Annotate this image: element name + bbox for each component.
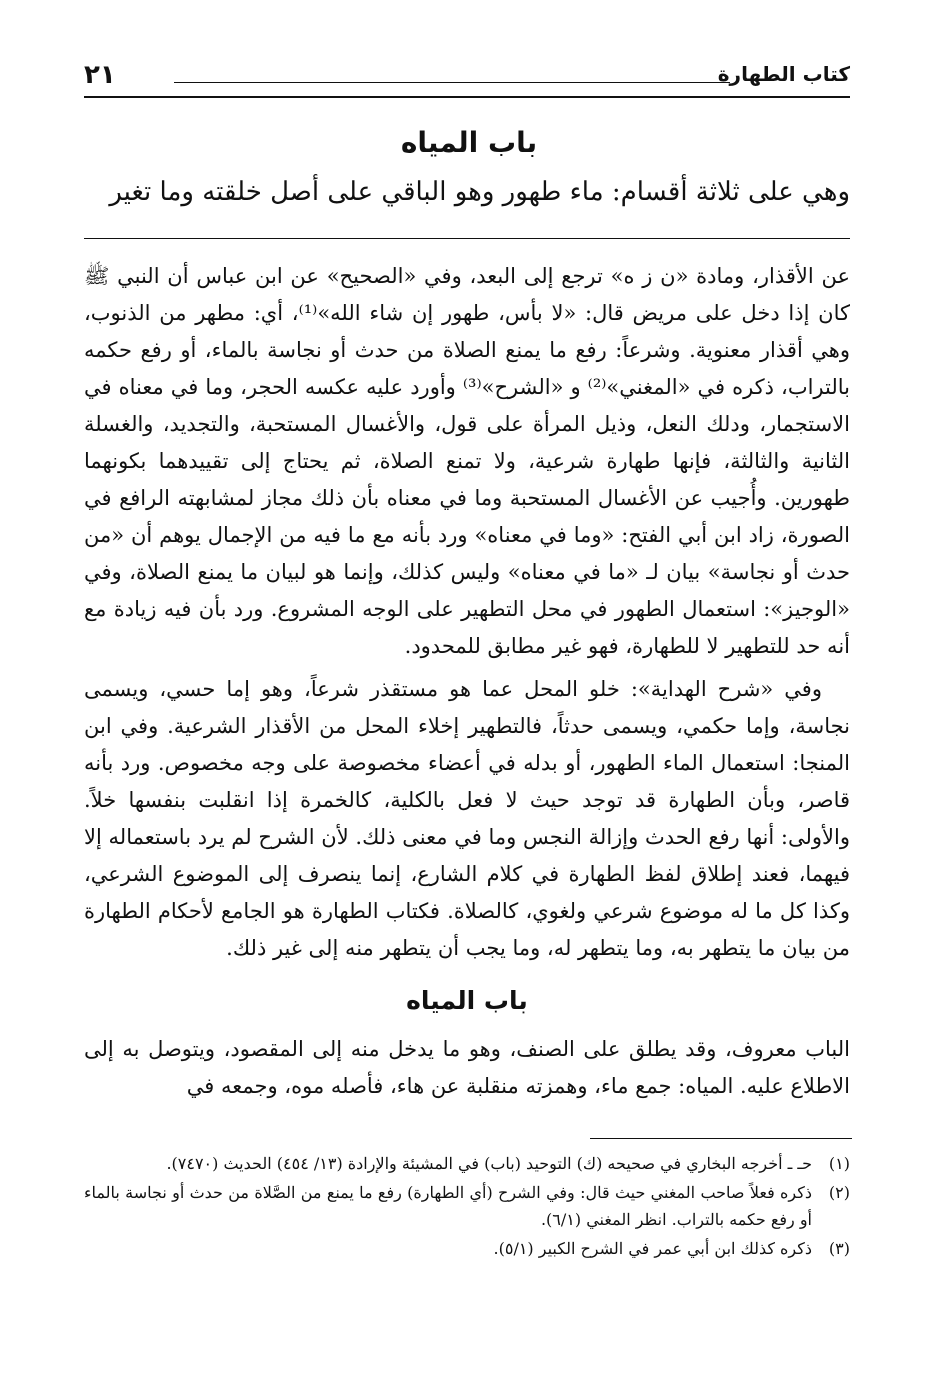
running-title: كتاب الطهارة [717,62,850,86]
footnotes [84,1150,850,1264]
footnote [84,1179,850,1233]
footnote [84,1150,850,1177]
matn-divider [84,238,850,239]
footnote-text: ذكره كذلك ابن أبي عمر في الشرح الكبير (٥/١). [493,1239,812,1258]
footnote-number: (٢) [828,1183,850,1202]
header-rule [174,82,730,83]
footnote-number: (١) [828,1154,850,1173]
commentary [84,258,850,1105]
section-title: باب المياه [406,986,528,1015]
footnote-number: (٣) [828,1239,850,1258]
matn-text: وهي على ثلاثة أقسام: ماء طهور وهو الباقي على أصل خلقته وما تغير [109,177,850,207]
commentary-paragraph: وفي «شرح الهداية»: خلو المحل عما هو مستقذر شرعاً، وهو إما حسي، ويسمى نجاسة، وإما حكمي، ويسمى حدثاً، فالتطهير إخلاء المحل من الأقذار الشرعية. وفي ابن المنجا: استعمال الماء الطهور، أو بدله في أعضاء مخصوصة على وجه مخصوص. ورد بأنه قاصر، وبأن الطهارة قد توجد حيث لا فعل بالكلية، كالخمرة إذا انقلبت بنفسها خلاً. والأولى: أنها رفع الحدث وإزالة النجس وما في معنى ذلك. لأن الشرح لم يرد باستعماله إلا فيهما، فعند إطلاق لفظ الطهارة في كلام الشارع، إنما ينصرف إلى الموضوع الشرعي، وكذا كل ما له موضوع شرعي ولغوي، كالصلاة. فكتاب الطهارة هو الجامع لأحكام الطهارة من بيان ما يتطهر به، وما يتطهر له، وما يجب أن يتطهر منه إلى غير ذلك. [84,677,851,960]
footnote [84,1235,850,1262]
footnote-text: ذكره فعلاً صاحب المغني حيث قال: وفي الشرح (أي الطهارة) رفع ما يمنع من الصَّلاة من حدث أو نجاسة بالماء أو رفع حكمه بالتراب. انظر المغني (٦/١). [84,1183,812,1229]
commentary-paragraph: الباب معروف، وقد يطلق على الصنف، وهو ما يدخل منه إلى المقصود، ويتوصل به إلى الاطلاع عليه. المياه: جمع ماء، وهمزته منقلبة عن هاء، فأصله موه، وجمعه في [84,1037,850,1098]
chapter-title: باب المياه [400,126,538,159]
footnote-divider [590,1138,852,1139]
page-number: ٢١ [84,60,116,90]
commentary-paragraph: عن الأقذار، ومادة «ن ز ه» ترجع إلى البعد، وفي «الصحيح» عن ابن عباس أن النبي ﷺ كان إذا دخل على مريض قال: «لا بأس، طهور إن شاء الله»⁽¹⁾، أي: مطهر من الذنوب، وهي أقذار معنوية. وشرعاً: رفع ما يمنع الصلاة من حدث أو نجاسة بالماء، أو رفع حكمه بالتراب، ذكره في «المغني»⁽²⁾ و «الشرح»⁽³⁾ وأورد عليه عكسه الحجر، وما في معناه في الاستجمار، ودلك النعل، وذيل المرأة على قول، والأغسال المستحبة، والتجديد، والغسلة الثانية والثالثة، فإنها طهارة شرعية، ولا تمنع الصلاة، ثم يحتاج إلى تقييدهما بكونهما طهورين. وأُجيب عن الأغسال المستحبة وما في معناه بأن ذلك مجاز لمشابهته الرافع في الصورة، زاد ابن أبي الفتح: «وما في معناه» ورد بأنه مع ما فيه من الإجمال يوهم أن «من حدث أو نجاسة» بيان لـ «ما في معناه» وليس كذلك، وإنما هو لبيان ما يمنع الصلاة، وفي «الوجيز»: استعمال الطهور في محل التطهير على الوجه المشروع. ورد بأن فيه زيادة مع أنه حد للتطهير لا للطهارة، فهو غير مطابق للمحدود. [84,264,850,658]
running-header [84,60,850,98]
footnote-text: حـ ـ أخرجه البخاري في صحيحه (ك) التوحيد (باب) في المشيئة والإرادة (١٣/ ٤٥٤) الحديث (٧٤٧٠). [166,1154,812,1173]
